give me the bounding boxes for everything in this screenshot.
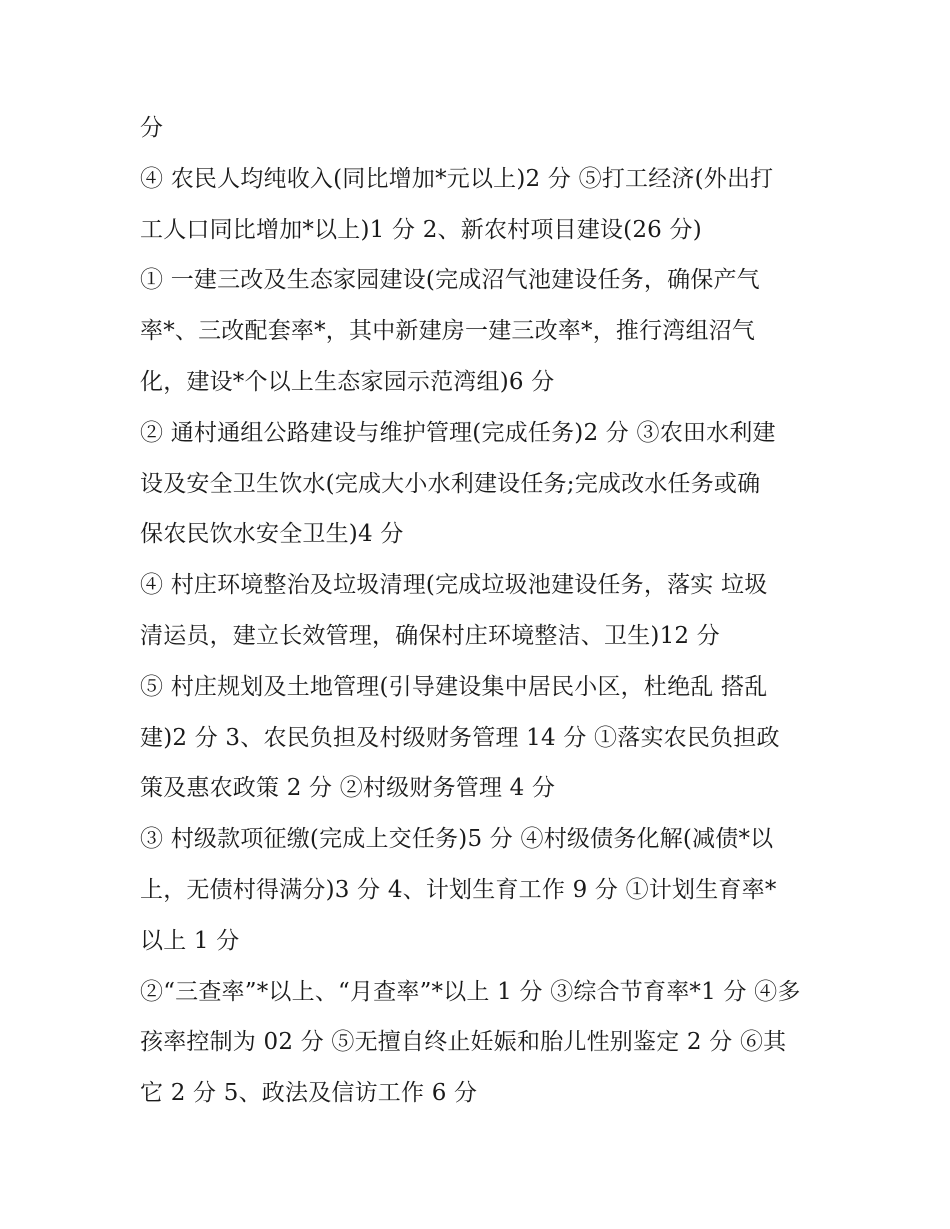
text-line: ① 一建三改及生态家园建设(完成沼气池建设任务，确保产气 xyxy=(140,267,760,294)
text-line: ③ 村级款项征缴(完成上交任务)5 分 ④村级债务化解(减债*以 xyxy=(140,826,774,853)
text-line: ④ 农民人均纯收入(同比增加*元以上)2 分 ⑤打工经济(外出打 xyxy=(140,165,774,192)
text-line: 设及安全卫生饮水(完成大小水利建设任务;完成改水任务或确 xyxy=(140,470,761,497)
body-text xyxy=(140,103,820,1119)
text-line: 建)2 分 3、农民负担及村级财务管理 14 分 ①落实农民负担政 xyxy=(140,724,780,751)
text-line: 化，建设*个以上生态家园示范湾组)6 分 xyxy=(140,368,555,395)
text-line: 它 2 分 5、政法及信访工作 6 分 xyxy=(140,1080,478,1107)
text-line: 策及惠农政策 2 分 ②村级财务管理 4 分 xyxy=(140,775,556,802)
text-line: 保农民饮水安全卫生)4 分 xyxy=(140,521,404,548)
text-line: 分 xyxy=(140,115,164,141)
text-line: 工人口同比增加*以上)1 分 2、新农村项目建设(26 分) xyxy=(140,216,702,243)
text-line: 上，无债村得满分)3 分 4、计划生育工作 9 分 ①计划生育率* xyxy=(140,876,777,903)
text-line: 孩率控制为 02 分 ⑤无擅自终止妊娠和胎儿性别鉴定 2 分 ⑥其 xyxy=(140,1029,787,1056)
text-line: ②“三查率”*以上、“月查率”*以上 1 分 ③综合节育率*1 分 ④多 xyxy=(140,978,801,1005)
text-line: 率*、三改配套率*，其中新建房一建三改率*，推行湾组沼气 xyxy=(140,318,756,345)
text-line: ② 通村通组公路建设与维护管理(完成任务)2 分 ③农田水利建 xyxy=(140,419,776,446)
text-line: 清运员，建立长效管理，确保村庄环境整洁、卫生)12 分 xyxy=(140,622,720,649)
text-line: ⑤ 村庄规划及土地管理(引导建设集中居民小区，杜绝乱 搭乱 xyxy=(140,673,768,700)
text-line: ④ 村庄环境整治及垃圾清理(完成垃圾池建设任务，落实 垃圾 xyxy=(140,572,768,599)
text-line: 以上 1 分 xyxy=(140,927,240,954)
